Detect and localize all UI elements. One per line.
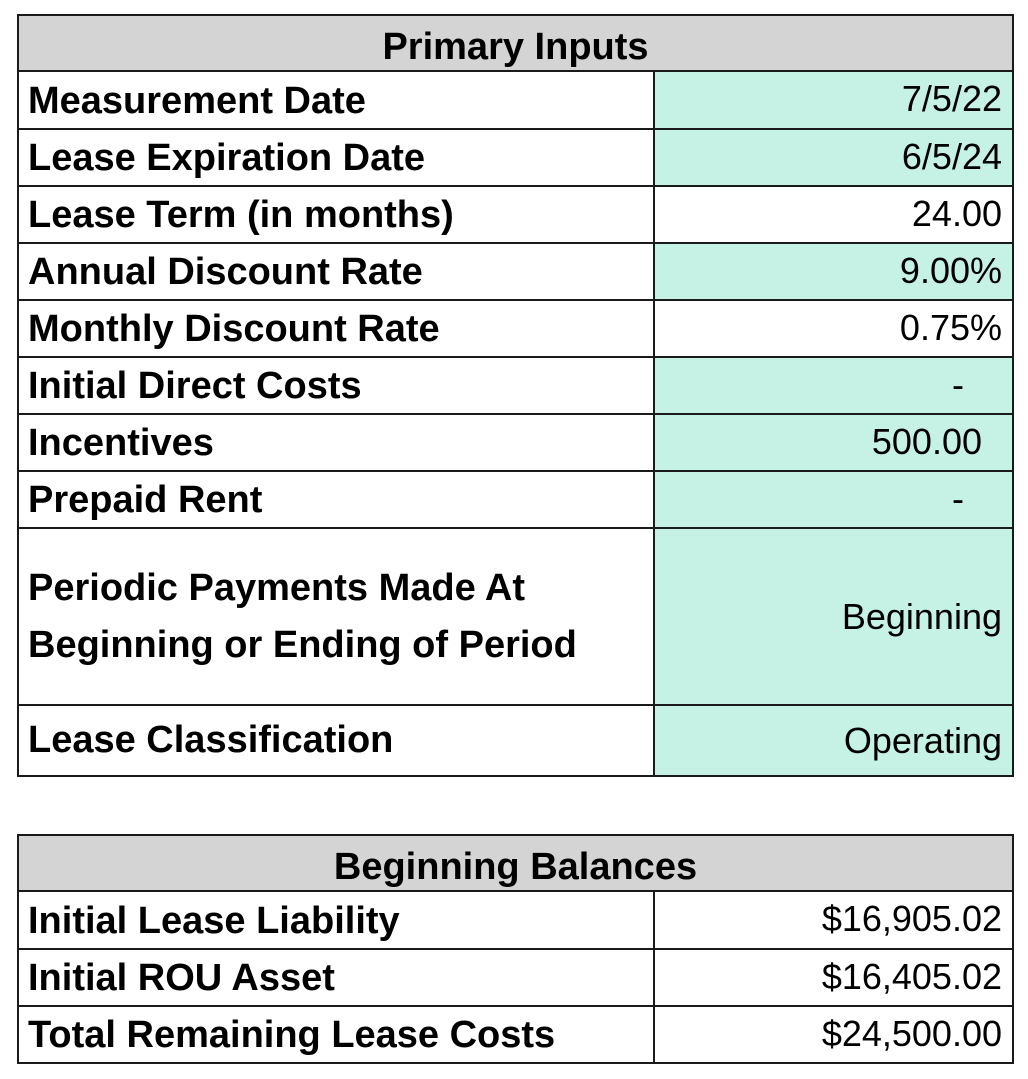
table-row-annual-discount-rate [19, 244, 1012, 301]
row-label: Initial Direct Costs [19, 358, 655, 413]
initial-rou-asset-value: $16,405.02 [655, 950, 1012, 1005]
row-label: Measurement Date [19, 72, 655, 128]
beginning-balances-header: Beginning Balances [19, 836, 1012, 892]
lease-classification-input[interactable]: Operating [655, 706, 1012, 775]
row-label: Monthly Discount Rate [19, 301, 655, 356]
table-row-incentives [19, 415, 1012, 472]
prepaid-rent-input[interactable]: - [655, 472, 1012, 527]
table-row-initial-direct-costs [19, 358, 1012, 415]
row-label: Lease Term (in months) [19, 187, 655, 242]
beginning-balances-table [17, 834, 1014, 1064]
row-label: Periodic Payments Made At Beginning or Ending of Period [19, 529, 655, 704]
payment-timing-input[interactable]: Beginning [655, 529, 1012, 704]
total-remaining-lease-costs-value: $24,500.00 [655, 1007, 1012, 1062]
annual-discount-rate-input[interactable]: 9.00% [655, 244, 1012, 299]
table-row-lease-expiration-date [19, 130, 1012, 187]
row-label: Prepaid Rent [19, 472, 655, 527]
row-label: Initial Lease Liability [19, 892, 655, 948]
table-row-total-remaining-lease-costs [19, 1007, 1012, 1062]
table-row-lease-classification [19, 706, 1012, 775]
initial-direct-costs-input[interactable]: - [655, 358, 1012, 413]
table-row-lease-term [19, 187, 1012, 244]
table-row-initial-rou-asset [19, 950, 1012, 1007]
initial-lease-liability-value: $16,905.02 [655, 892, 1012, 948]
primary-inputs-header: Primary Inputs [19, 16, 1012, 72]
row-label: Annual Discount Rate [19, 244, 655, 299]
table-row-monthly-discount-rate [19, 301, 1012, 358]
incentives-input[interactable]: 500.00 [655, 415, 1012, 470]
primary-inputs-table [17, 14, 1014, 777]
table-row-prepaid-rent [19, 472, 1012, 529]
table-row-initial-lease-liability [19, 892, 1012, 950]
lease-expiration-date-input[interactable]: 6/5/24 [655, 130, 1012, 185]
row-label: Lease Expiration Date [19, 130, 655, 185]
table-row-measurement-date [19, 72, 1012, 130]
table-row-payment-timing [19, 529, 1012, 706]
lease-term-value: 24.00 [655, 187, 1012, 242]
monthly-discount-rate-value: 0.75% [655, 301, 1012, 356]
measurement-date-input[interactable]: 7/5/22 [655, 72, 1012, 128]
row-label: Total Remaining Lease Costs [19, 1007, 655, 1062]
row-label: Lease Classification [19, 706, 655, 775]
row-label: Incentives [19, 415, 655, 470]
row-label: Initial ROU Asset [19, 950, 655, 1005]
